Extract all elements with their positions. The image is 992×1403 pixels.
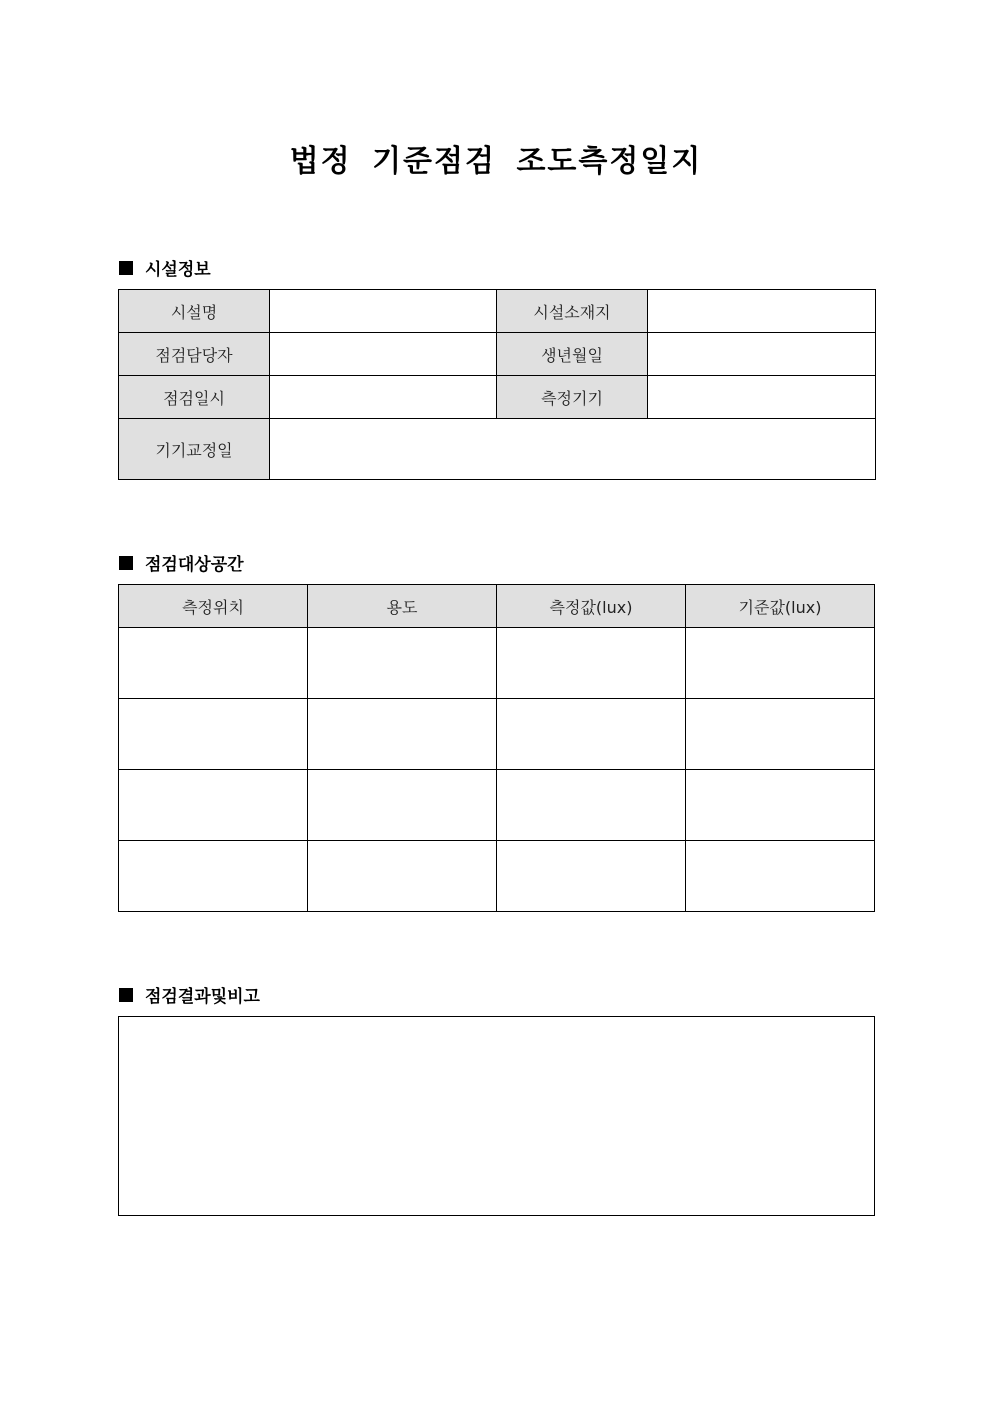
birthdate-field[interactable] bbox=[648, 333, 876, 376]
field-label: 점검일시 bbox=[119, 376, 270, 419]
table-row bbox=[119, 699, 875, 770]
column-header: 기준값(lux) bbox=[686, 585, 875, 628]
table-header-row bbox=[119, 585, 875, 628]
square-bullet-icon bbox=[119, 556, 133, 570]
standard-value-cell[interactable] bbox=[686, 699, 875, 770]
section-heading-facility-info bbox=[119, 255, 211, 280]
measurement-location-cell[interactable] bbox=[119, 770, 308, 841]
calibration-date-field[interactable] bbox=[270, 419, 876, 480]
usage-cell[interactable] bbox=[308, 841, 497, 912]
standard-value-cell[interactable] bbox=[686, 841, 875, 912]
facility-location-field[interactable] bbox=[648, 290, 876, 333]
facility-name-field[interactable] bbox=[270, 290, 497, 333]
field-label: 측정기기 bbox=[497, 376, 648, 419]
usage-cell[interactable] bbox=[308, 699, 497, 770]
page-title: 법정 기준점검 조도측정일지 bbox=[289, 144, 703, 179]
table-row bbox=[119, 770, 875, 841]
column-header: 용도 bbox=[308, 585, 497, 628]
inspector-field[interactable] bbox=[270, 333, 497, 376]
section-heading-results bbox=[119, 982, 260, 1007]
measurement-location-cell[interactable] bbox=[119, 699, 308, 770]
field-label: 기기교정일 bbox=[119, 419, 270, 480]
field-label: 생년월일 bbox=[497, 333, 648, 376]
standard-value-cell[interactable] bbox=[686, 628, 875, 699]
field-label: 시설소재지 bbox=[497, 290, 648, 333]
table-row bbox=[119, 290, 876, 333]
field-label: 점검담당자 bbox=[119, 333, 270, 376]
usage-cell[interactable] bbox=[308, 628, 497, 699]
column-header: 측정위치 bbox=[119, 585, 308, 628]
measuring-device-field[interactable] bbox=[648, 376, 876, 419]
field-label: 시설명 bbox=[119, 290, 270, 333]
square-bullet-icon bbox=[119, 988, 133, 1002]
measured-value-cell[interactable] bbox=[497, 841, 686, 912]
standard-value-cell[interactable] bbox=[686, 770, 875, 841]
table-row bbox=[119, 333, 876, 376]
measured-value-cell[interactable] bbox=[497, 628, 686, 699]
table-row bbox=[119, 376, 876, 419]
section-title: 시설정보 bbox=[145, 260, 211, 280]
section-title: 점검대상공간 bbox=[145, 555, 244, 575]
measured-value-cell[interactable] bbox=[497, 770, 686, 841]
results-remarks-box[interactable] bbox=[118, 1016, 875, 1216]
measurement-location-cell[interactable] bbox=[119, 841, 308, 912]
measured-value-cell[interactable] bbox=[497, 699, 686, 770]
section-title: 점검결과및비고 bbox=[145, 987, 260, 1007]
section-heading-inspection-spaces bbox=[119, 550, 244, 575]
inspection-datetime-field[interactable] bbox=[270, 376, 497, 419]
table-row bbox=[119, 628, 875, 699]
facility-info-table bbox=[118, 289, 876, 480]
inspection-spaces-table bbox=[118, 584, 875, 912]
column-header: 측정값(lux) bbox=[497, 585, 686, 628]
table-row bbox=[119, 419, 876, 480]
square-bullet-icon bbox=[119, 261, 133, 275]
usage-cell[interactable] bbox=[308, 770, 497, 841]
table-row bbox=[119, 841, 875, 912]
measurement-location-cell[interactable] bbox=[119, 628, 308, 699]
